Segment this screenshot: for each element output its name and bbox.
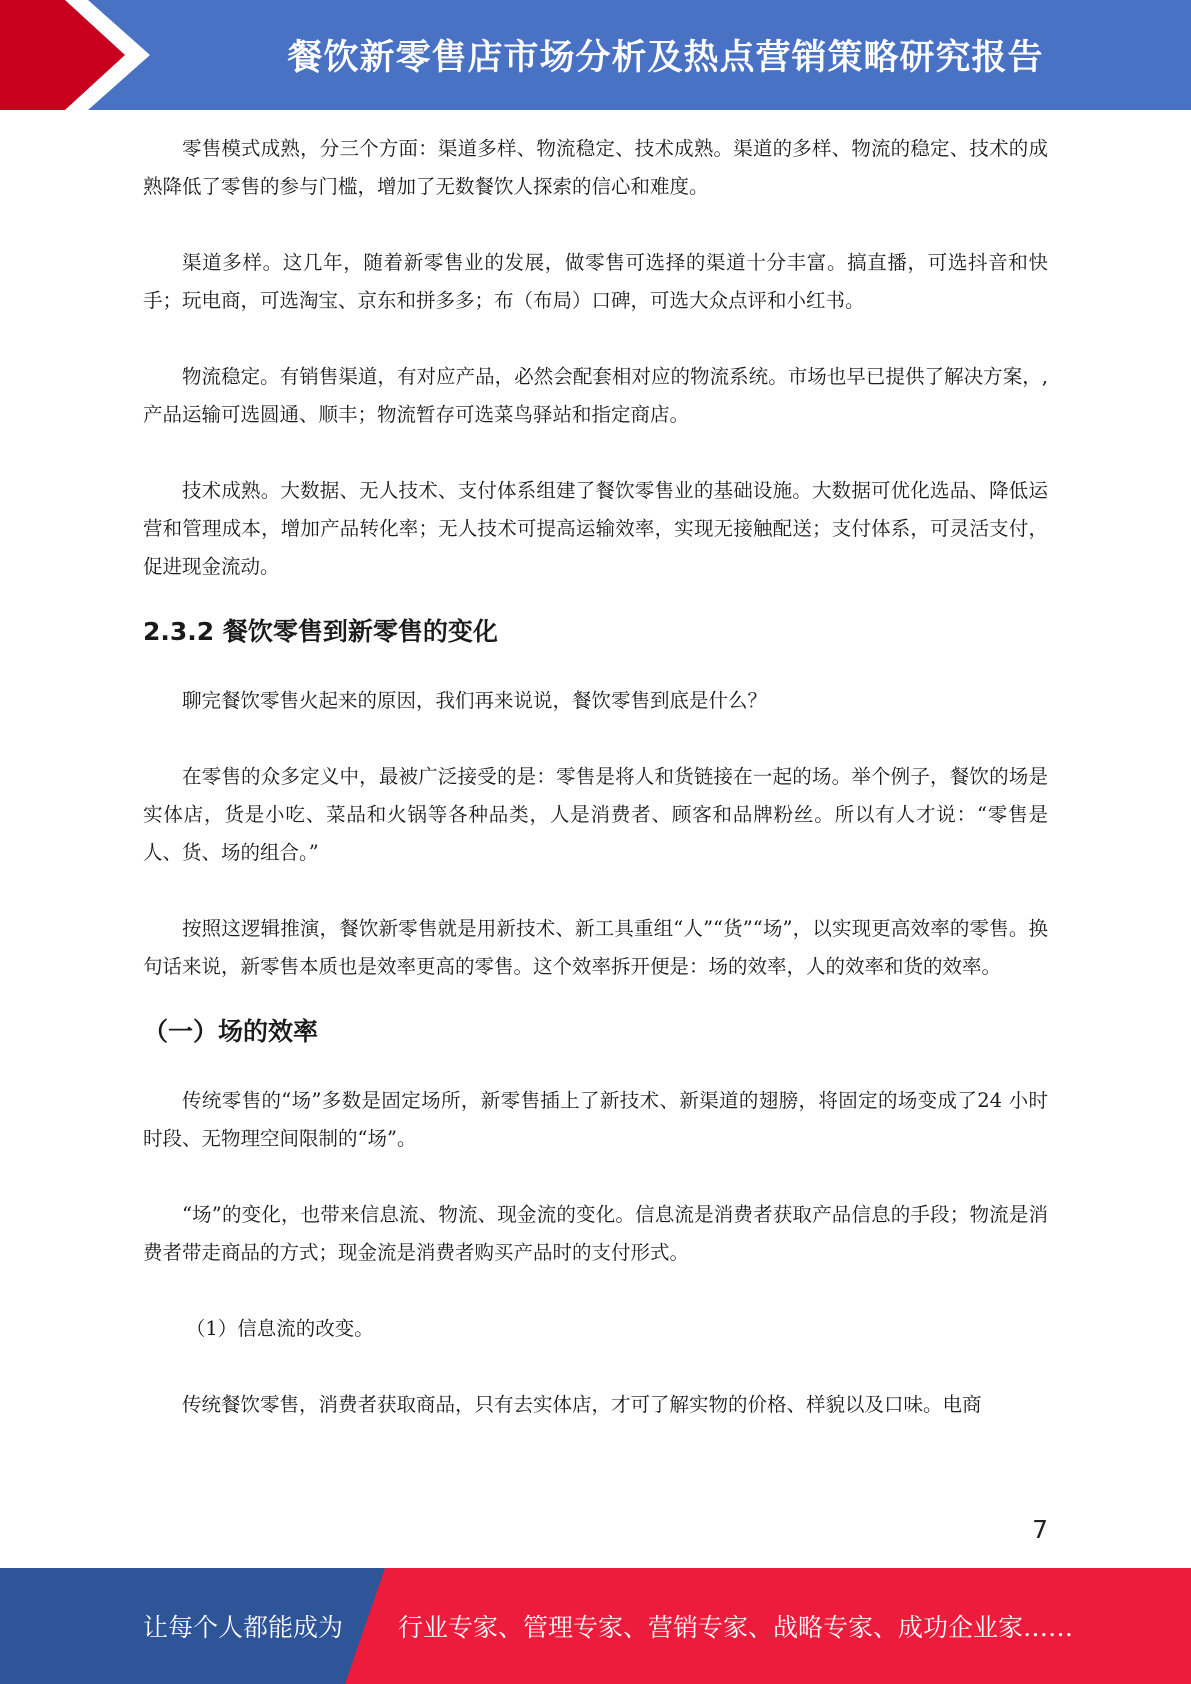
paragraph-new-retail-logic: 按照这逻辑推演，餐饮新零售就是用新技术、新工具重组“人”“货”“场”，以实现更高效率的零售。换句话来说，新零售本质也是效率更高的零售。这个效率拆开便是：场的效率，人的效率和货的效率。 <box>143 917 1048 978</box>
paragraph-traditional-place: 传统零售的“场”多数是固定场所，新零售插上了新技术、新渠道的翅膀，将固定的场变成了24 小时时段、无物理空间限制的“场”。 <box>143 1089 1048 1150</box>
document-body <box>143 130 1048 1424</box>
paragraph-what-is-retail: 聊完餐饮零售火起来的原因，我们再来说说，餐饮零售到底是什么？ <box>182 689 768 712</box>
page-number: 7 <box>1032 1515 1048 1544</box>
report-title: 餐饮新零售店市场分析及热点营销策略研究报告 <box>287 38 1044 78</box>
header-arrow-decoration <box>0 0 160 110</box>
paragraph-retail-maturity: 零售模式成熟，分三个方面：渠道多样、物流稳定、技术成熟。渠道的多样、物流的稳定、技术的成熟降低了零售的参与门槛，增加了无数餐饮人探索的信心和难度。 <box>143 137 1048 198</box>
footer-slogan-right: 行业专家、管理专家、营销专家、战略专家、成功企业家…… <box>398 1613 1074 1642</box>
list-item-information-flow: （1）信息流的改变。 <box>185 1317 374 1340</box>
subsection-heading-place-efficiency: （一）场的效率 <box>143 1017 319 1046</box>
page-header <box>0 0 1191 110</box>
paragraph-channels: 渠道多样。这几年，随着新零售业的发展，做零售可选择的渠道十分丰富。搞直播，可选抖音和快手；玩电商，可选淘宝、京东和拼多多；布（布局）口碑，可选大众点评和小红书。 <box>143 251 1048 312</box>
section-heading-2-3-2: 2.3.2 餐饮零售到新零售的变化 <box>143 617 498 646</box>
paragraph-logistics: 物流稳定。有销售渠道，有对应产品，必然会配套相对应的物流系统。市场也早已提供了解决方案，,产品运输可选圆通、顺丰；物流暂存可选菜鸟驿站和指定商店。 <box>143 365 1048 426</box>
page-footer <box>0 1568 1191 1684</box>
paragraph-place-flows: “场”的变化，也带来信息流、物流、现金流的变化。信息流是消费者获取产品信息的手段；物流是消费者带走商品的方式；现金流是消费者购买产品时的支付形式。 <box>143 1203 1048 1264</box>
paragraph-retail-definition: 在零售的众多定义中，最被广泛接受的是：零售是将人和货链接在一起的场。举个例子，餐饮的场是实体店，货是小吃、菜品和火锅等各种品类，人是消费者、顾客和品牌粉丝。所以有人才说：“零售是人、货、场的组合。” <box>143 765 1048 864</box>
footer-slogan-left: 让每个人都能成为 <box>143 1613 344 1642</box>
paragraph-traditional-catering: 传统餐饮零售，消费者获取商品，只有去实体店，才可了解实物的价格、样貌以及口味。电商 <box>182 1393 982 1416</box>
paragraph-technology: 技术成熟。大数据、无人技术、支付体系组建了餐饮零售业的基础设施。大数据可优化选品、降低运营和管理成本，增加产品转化率；无人技术可提高运输效率，实现无接触配送；支付体系，可灵活支付，促进现金流动。 <box>143 479 1048 578</box>
